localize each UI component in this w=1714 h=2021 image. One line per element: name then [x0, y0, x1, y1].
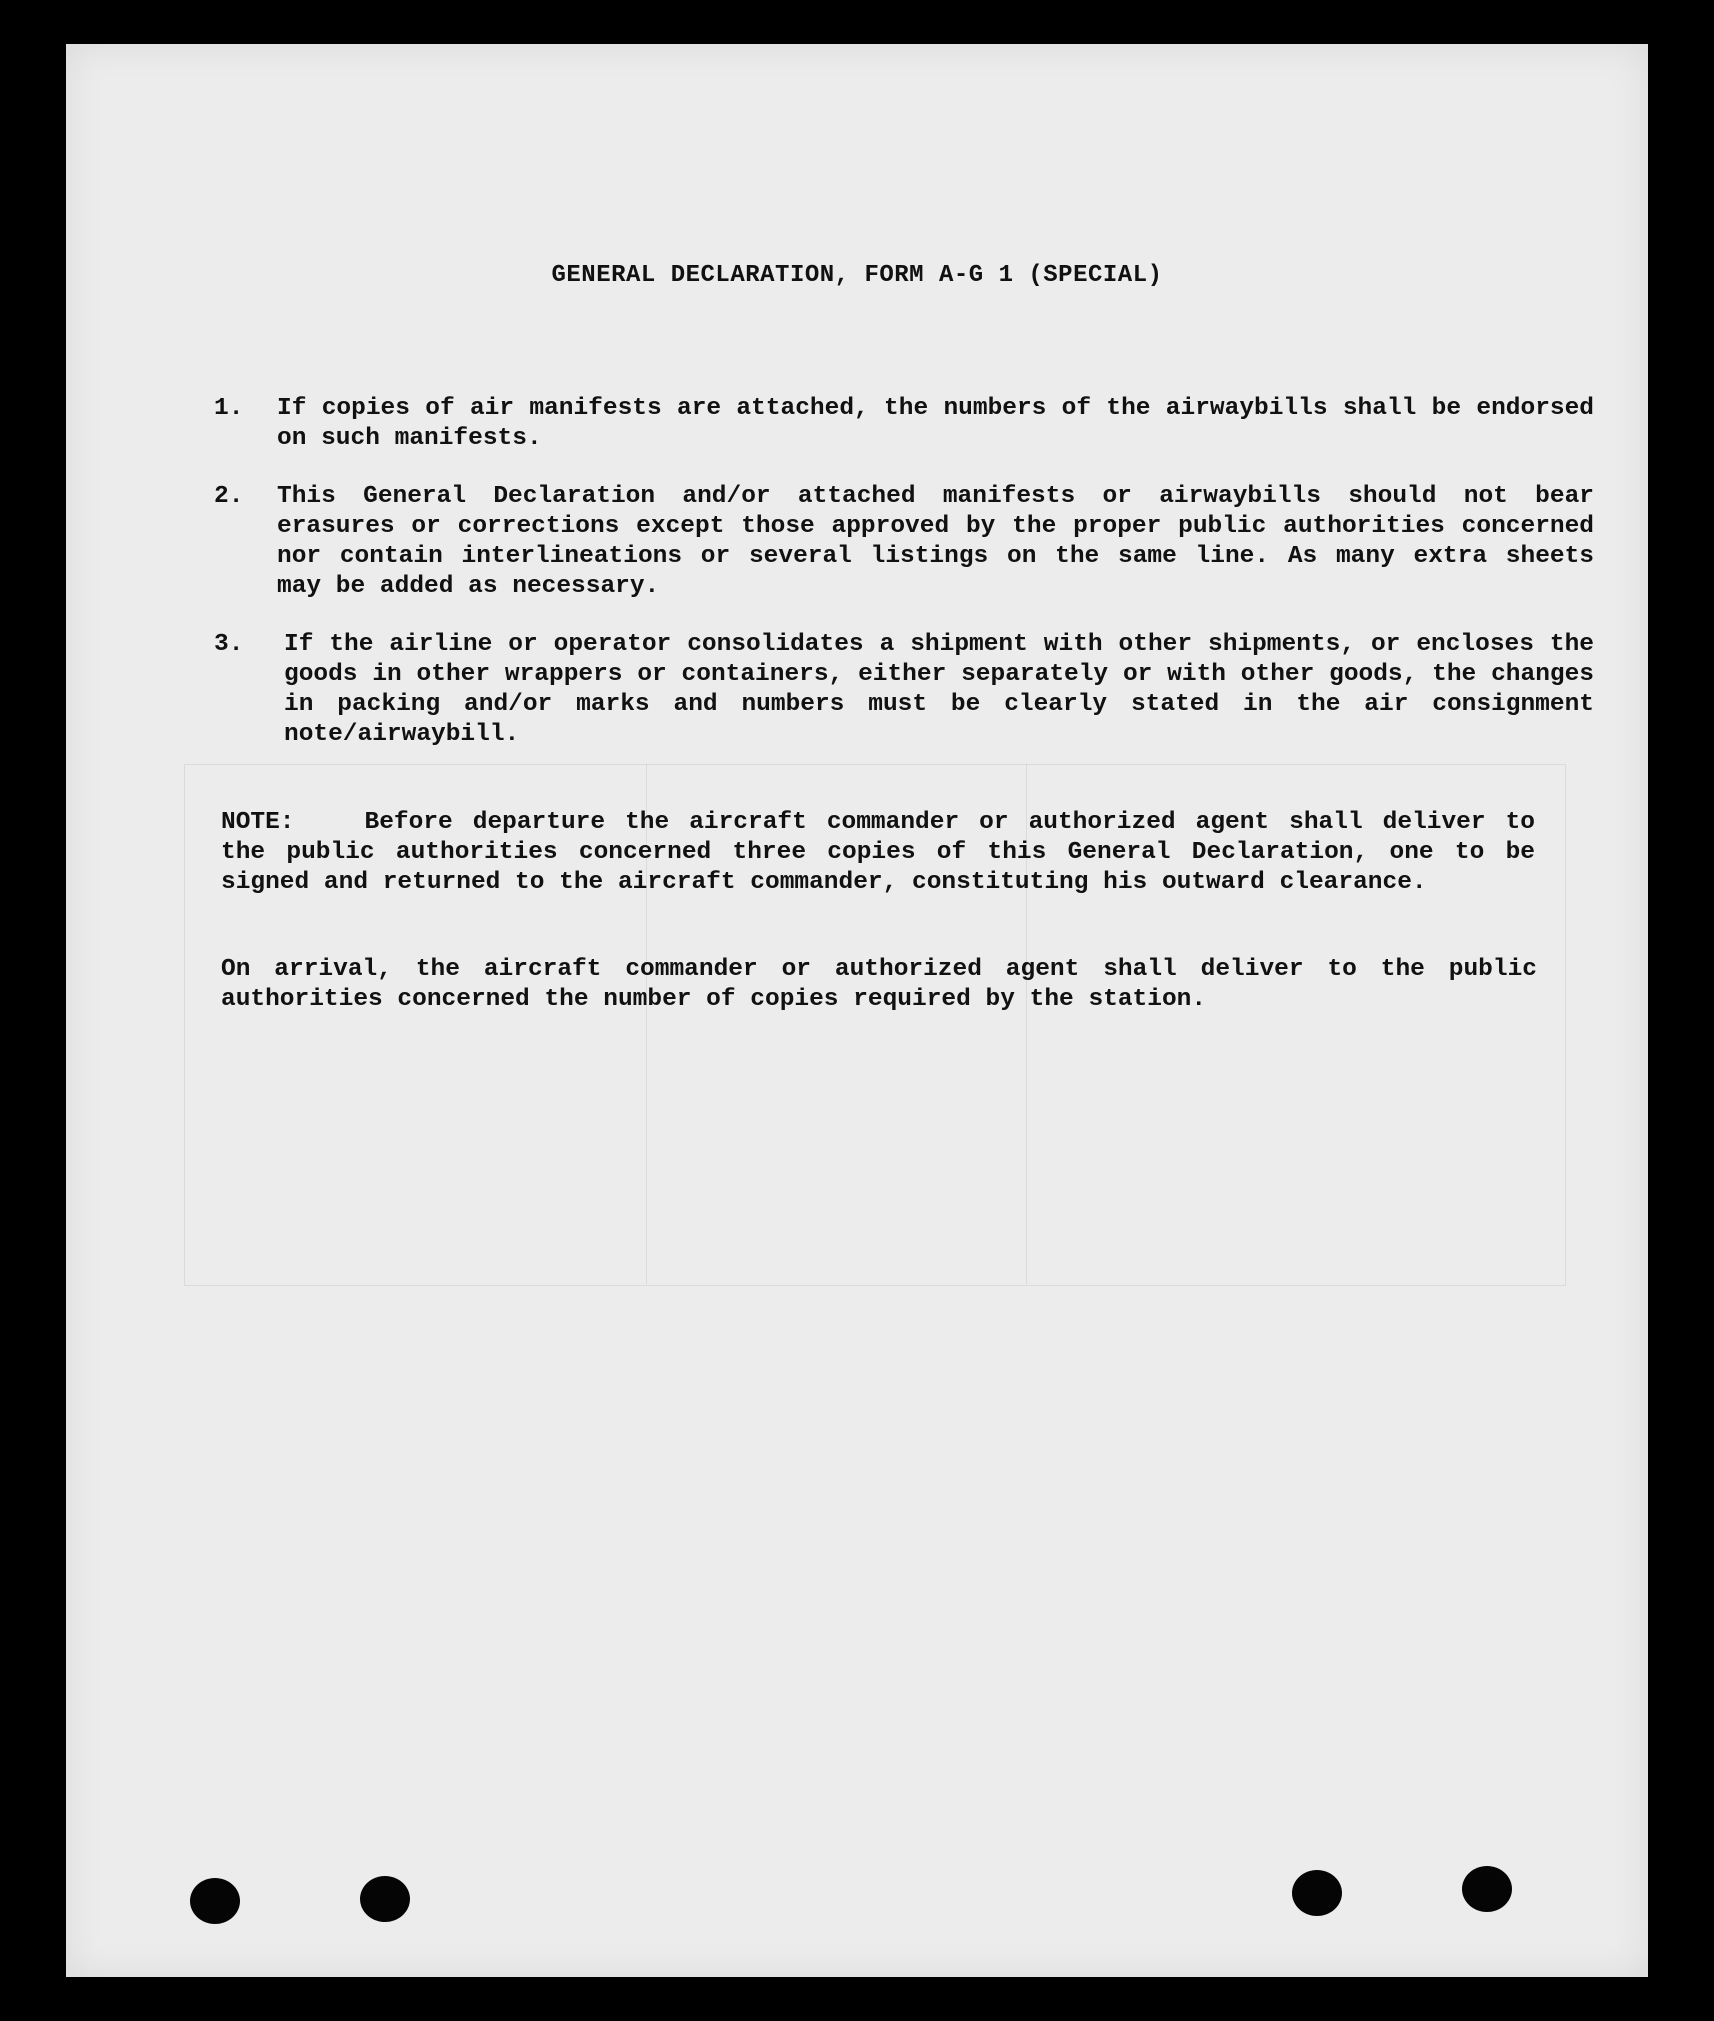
item-text: If copies of air manifests are attached, the numbers of the airwaybills shall be endorsed on such manifests. [277, 395, 1594, 452]
punch-hole [190, 1878, 240, 1924]
instruction-item [214, 394, 1594, 454]
document-body [66, 44, 1648, 1977]
document-title: GENERAL DECLARATION, FORM A-G 1 (SPECIAL) [551, 262, 1163, 289]
document-page [66, 44, 1648, 1977]
item-text: This General Declaration and/or attached manifests or airwaybills should not bear erasures or corrections except those approved by the proper public authorities concerned nor contain interlineations or several listings on the same line. As many extra sheets may be added as necessary. [277, 483, 1594, 600]
item-number: 1. [214, 395, 244, 422]
note-paragraph [221, 808, 1535, 898]
instruction-item [214, 482, 1594, 602]
item-number: 2. [214, 483, 244, 510]
item-number: 3. [214, 631, 244, 658]
instruction-item [214, 630, 1594, 750]
punch-hole [1462, 1866, 1512, 1912]
punch-hole [1292, 1870, 1342, 1916]
arrival-paragraph: On arrival, the aircraft commander or authorized agent shall deliver to the public authorities concerned the number of copies required by the station. [221, 956, 1537, 1013]
item-text: If the airline or operator consolidates a shipment with other shipments, or encloses the goods in other wrappers or containers, either separately or with other goods, the changes in packing and/or marks and numbers must be clearly stated in the air consignment note/airwaybill. [284, 631, 1594, 748]
punch-hole [360, 1876, 410, 1922]
note-text: Before departure the aircraft commander or authorized agent shall deliver to the public authorities concerned three copies of this General Declaration, one to be signed and returned to the aircraft commander, constituting his outward clearance. [221, 809, 1535, 896]
note-label: NOTE: [221, 809, 295, 836]
